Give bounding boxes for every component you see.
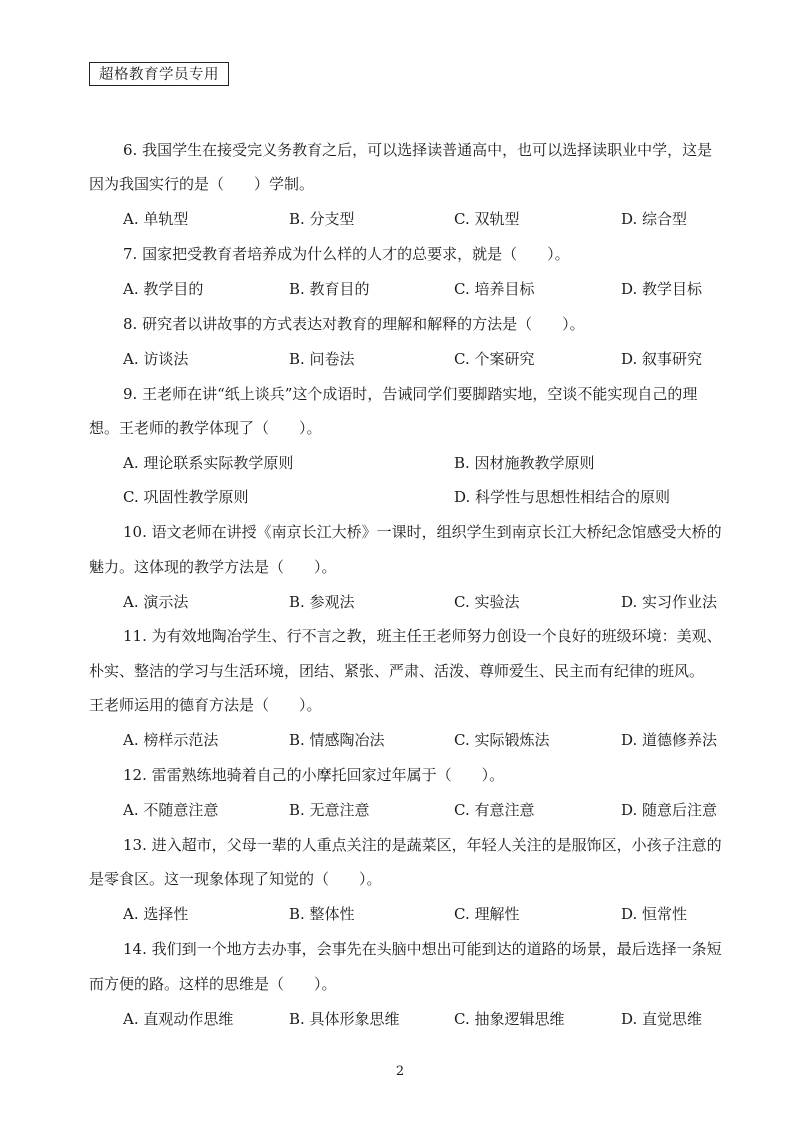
question-7-option-d: D. 教学目标 [621, 280, 703, 298]
question-8-option-d: D. 叙事研究 [621, 350, 703, 368]
question-6-option-c: C. 双轨型 [454, 210, 520, 228]
question-9-option-b: B. 因材施教教学原则 [454, 454, 595, 472]
question-14-option-d: D. 直觉思维 [621, 1010, 703, 1028]
question-10-option-b: B. 参观法 [289, 593, 355, 611]
question-9-option-a: A. 理论联系实际教学原则 [123, 454, 294, 472]
question-11-option-b: B. 情感陶冶法 [289, 731, 385, 749]
question-11-stem-line-2: 朴实、整洁的学习与生活环境，团结、紧张、严肃、活泼、尊师爱生、民主而有纪律的班风。 [89, 662, 705, 680]
header-label: 超格教育学员专用 [89, 62, 229, 86]
question-11-option-a: A. 榜样示范法 [123, 731, 219, 749]
question-13-stem-line-2: 是零食区。这一现象体现了知觉的（ ）。 [89, 870, 382, 888]
question-6-option-a: A. 单轨型 [123, 210, 189, 228]
question-6-stem-line-2: 因为我国实行的是（ ）学制。 [89, 175, 315, 193]
question-14-stem-line-2: 而方便的路。这样的思维是（ ）。 [89, 975, 337, 993]
question-6-option-d: D. 综合型 [621, 210, 688, 228]
question-6-option-b: B. 分支型 [289, 210, 355, 228]
question-10-option-d: D. 实习作业法 [621, 593, 718, 611]
question-12-option-b: B. 无意注意 [289, 801, 370, 819]
question-14-option-c: C. 抽象逻辑思维 [454, 1010, 565, 1028]
question-7-option-b: B. 教育目的 [289, 280, 370, 298]
question-11-stem-line-3: 王老师运用的德育方法是（ ）。 [89, 696, 322, 714]
question-9-option-c: C. 巩固性教学原则 [123, 488, 249, 506]
question-12-option-a: A. 不随意注意 [123, 801, 219, 819]
question-7-stem: 7. 国家把受教育者培养成为什么样的人才的总要求，就是（ ）。 [123, 245, 570, 263]
question-8-stem: 8. 研究者以讲故事的方式表达对教育的理解和解释的方法是（ ）。 [123, 315, 585, 333]
page-number: 2 [395, 1064, 405, 1079]
question-8-option-b: B. 问卷法 [289, 350, 355, 368]
question-12-option-c: C. 有意注意 [454, 801, 535, 819]
question-12-option-d: D. 随意后注意 [621, 801, 718, 819]
question-14-option-a: A. 直观动作思维 [123, 1010, 234, 1028]
question-7-option-a: A. 教学目的 [123, 280, 204, 298]
question-8-option-c: C. 个案研究 [454, 350, 535, 368]
question-9-stem-line-1: 9. 王老师在讲“纸上谈兵”这个成语时，告诫同学们要脚踏实地，空谈不能实现自己的理 [123, 385, 698, 403]
question-11-option-c: C. 实际锻炼法 [454, 731, 550, 749]
question-11-option-d: D. 道德修养法 [621, 731, 718, 749]
question-10-option-a: A. 演示法 [123, 593, 189, 611]
question-13-option-a: A. 选择性 [123, 905, 189, 923]
question-8-option-a: A. 访谈法 [123, 350, 189, 368]
question-13-option-c: C. 理解性 [454, 905, 520, 923]
question-10-stem-line-2: 魅力。这体现的教学方法是（ ）。 [89, 558, 337, 576]
question-13-option-b: B. 整体性 [289, 905, 355, 923]
question-12-stem: 12. 雷雷熟练地骑着自己的小摩托回家过年属于（ ）。 [123, 766, 505, 784]
question-10-option-c: C. 实验法 [454, 593, 520, 611]
question-9-option-d: D. 科学性与思想性相结合的原则 [454, 488, 671, 506]
question-13-option-d: D. 恒常性 [621, 905, 688, 923]
question-6-stem-line-1: 6. 我国学生在接受完义务教育之后，可以选择读普通高中，也可以选择读职业中学，这是 [123, 141, 713, 159]
question-10-stem-line-1: 10. 语文老师在讲授《南京长江大桥》一课时，组织学生到南京长江大桥纪念馆感受大桥的 [123, 523, 722, 541]
question-9-stem-line-2: 想。王老师的教学体现了（ ）。 [89, 419, 322, 437]
question-7-option-c: C. 培养目标 [454, 280, 535, 298]
question-14-stem-line-1: 14. 我们到一个地方去办事，会事先在头脑中想出可能到达的道路的场景，最后选择一条短 [123, 940, 722, 958]
question-13-stem-line-1: 13. 进入超市，父母一辈的人重点关注的是蔬菜区，年轻人关注的是服饰区，小孩子注意的 [123, 836, 722, 854]
question-14-option-b: B. 具体形象思维 [289, 1010, 400, 1028]
question-11-stem-line-1: 11. 为有效地陶冶学生、行不言之教，班主任王老师努力创设一个良好的班级环境：美观、 [123, 627, 722, 645]
